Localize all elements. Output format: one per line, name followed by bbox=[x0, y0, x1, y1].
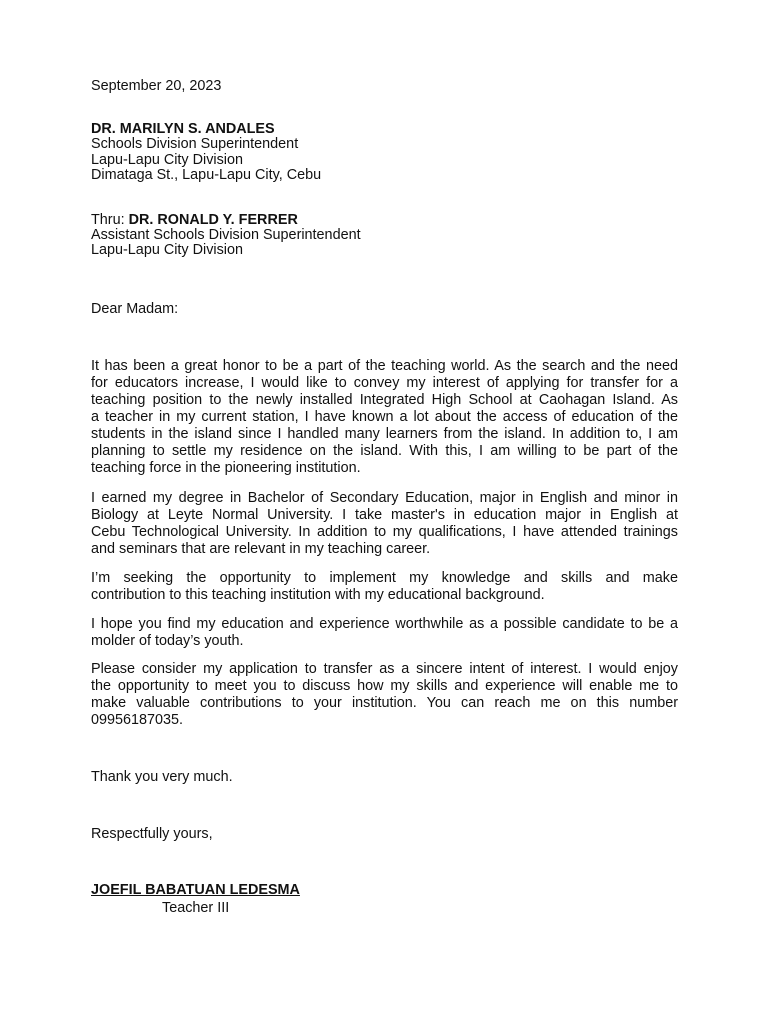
letter-date: September 20, 2023 bbox=[91, 78, 222, 94]
body-paragraph-4 bbox=[91, 616, 678, 650]
signatory-position: Teacher III bbox=[162, 900, 230, 916]
body-paragraph-5 bbox=[91, 661, 678, 729]
paragraph-line: I hope you find my education and experience worthwhile as a possible candidate to be a bbox=[91, 616, 678, 632]
paragraph-line: molder of today’s youth. bbox=[91, 633, 244, 649]
paragraph-line: 09956187035. bbox=[91, 712, 184, 728]
paragraph-line: and seminars that are relevant in my teaching career. bbox=[91, 541, 431, 557]
body-paragraph-2 bbox=[91, 490, 678, 558]
letter-page bbox=[91, 0, 678, 1024]
body-paragraph-1 bbox=[91, 358, 678, 477]
thru-name: DR. RONALD Y. FERRER bbox=[128, 212, 298, 228]
thanks-line: Thank you very much. bbox=[91, 769, 233, 785]
paragraph-line: teaching force in the pioneering institution. bbox=[91, 460, 361, 476]
paragraph-line: make valuable contributions to your institution. You can reach me on this number bbox=[91, 695, 678, 711]
paragraph-line: contribution to this teaching institution with my educational background. bbox=[91, 587, 545, 603]
paragraph-line: Cebu Technological University. In addition to my qualifications, I have attended trainings bbox=[91, 524, 678, 540]
paragraph-line: teaching position to the newly installed Integrated High School at Caohagan Island. As bbox=[91, 392, 678, 408]
thru-prefix: Thru: bbox=[91, 212, 129, 228]
paragraph-line: It has been a great honor to be a part of the teaching world. As the search and the need bbox=[91, 358, 678, 374]
paragraph-line: I earned my degree in Bachelor of Secondary Education, major in English and minor in bbox=[91, 490, 678, 506]
paragraph-line: I’m seeking the opportunity to implement my knowledge and skills and make bbox=[91, 570, 678, 586]
paragraph-line: Biology at Leyte Normal University. I take master's in education major in English at bbox=[91, 507, 678, 523]
body-paragraph-3 bbox=[91, 570, 678, 604]
thru-title: Assistant Schools Division Superintendent bbox=[91, 227, 361, 243]
recipient-division: Lapu-Lapu City Division bbox=[91, 152, 243, 168]
paragraph-line: planning to settle my residence on the island. With this, I am willing to be part of the bbox=[91, 443, 678, 459]
paragraph-line: Please consider my application to transfer as a sincere intent of interest. I would enjoy bbox=[91, 661, 678, 677]
paragraph-line: a teacher in my current station, I have known a lot about the access of education of the bbox=[91, 409, 678, 425]
paragraph-line: for educators increase, I would like to convey my interest of applying for transfer for a bbox=[91, 375, 678, 391]
paragraph-line: the opportunity to meet you to discuss how my skills and experience will enable me to bbox=[91, 678, 678, 694]
paragraph-line: students in the island since I handled many learners from the island. In addition to, I am bbox=[91, 426, 678, 442]
salutation: Dear Madam: bbox=[91, 301, 179, 317]
signatory-name: JOEFIL BABATUAN LEDESMA bbox=[91, 882, 300, 898]
recipient-title: Schools Division Superintendent bbox=[91, 136, 299, 152]
recipient-name: DR. MARILYN S. ANDALES bbox=[91, 121, 275, 137]
thru-division: Lapu-Lapu City Division bbox=[91, 242, 243, 258]
recipient-address: Dimataga St., Lapu-Lapu City, Cebu bbox=[91, 167, 322, 183]
closing-line: Respectfully yours, bbox=[91, 826, 213, 842]
